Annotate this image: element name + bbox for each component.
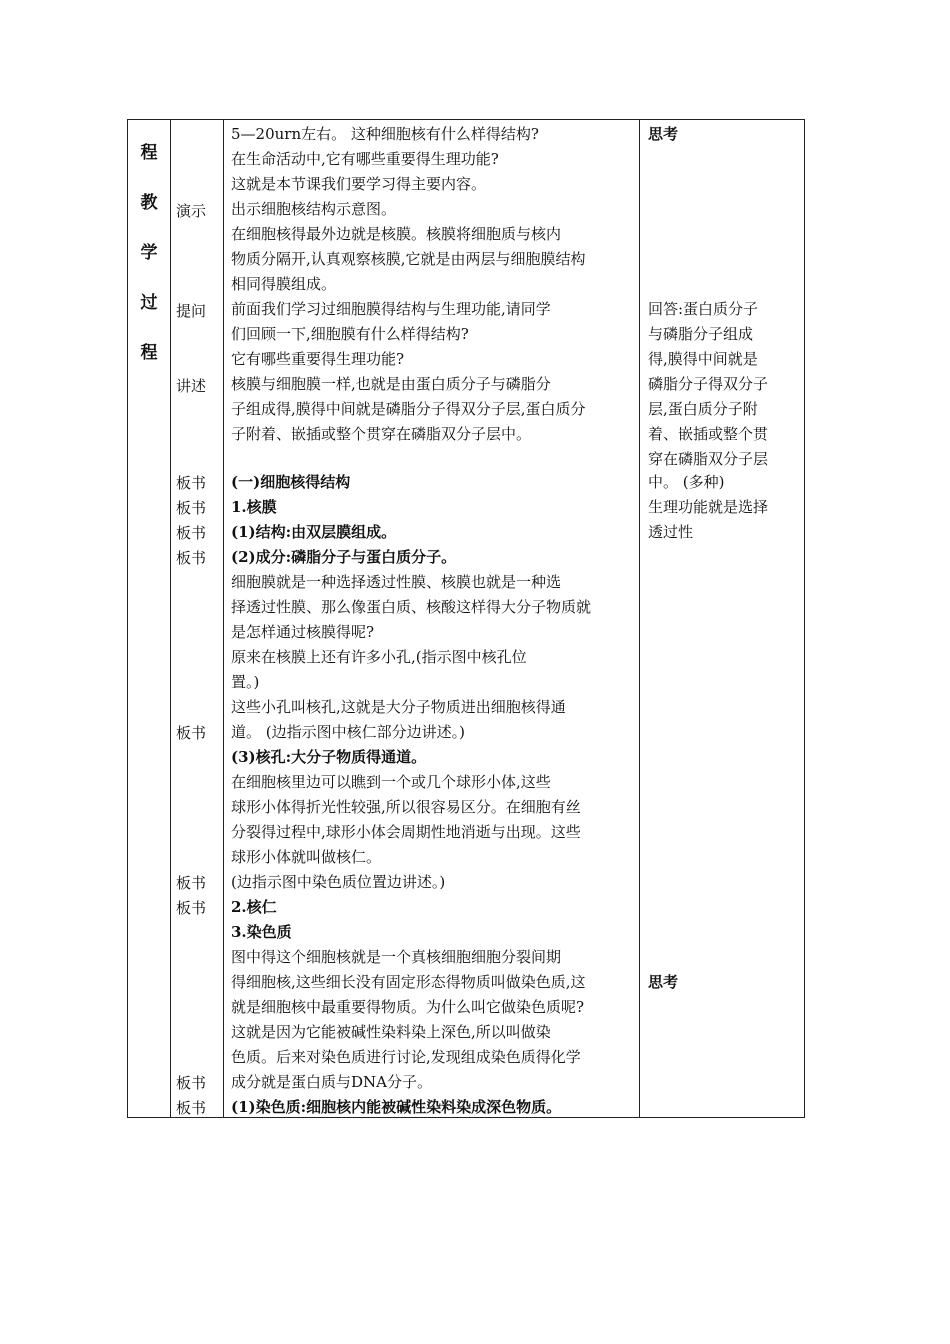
teacher-line: 这就是本节课我们要学习得主要内容。	[231, 175, 487, 193]
student-line: 思考	[648, 973, 679, 991]
teacher-line: 相同得膜组成。	[231, 275, 337, 293]
teacher-line: 5—20urn左右。 这种细胞核有什么样得结构?	[231, 125, 539, 143]
teacher-line: (1)结构:由双层膜组成。	[231, 523, 397, 541]
teacher-line: (3)核孔:大分子物质得通道。	[231, 748, 427, 766]
teacher-line: 出示细胞核结构示意图。	[231, 200, 397, 218]
section-char: 程	[140, 143, 158, 163]
teacher-line: 细胞膜就是一种选择透过性膜、核膜也就是一种选	[231, 573, 562, 591]
teacher-line: (边指示图中染色质位置边讲述。)	[231, 873, 446, 891]
method-label: 板书	[176, 1099, 207, 1117]
teacher-line: 2.核仁	[231, 898, 277, 916]
student-line: 生理功能就是选择	[648, 498, 769, 516]
teacher-line: 子附着、嵌插或整个贯穿在磷脂双分子层中。	[231, 425, 532, 443]
teacher-line: 在细胞核里边可以瞧到一个或几个球形小体,这些	[231, 773, 551, 791]
teacher-line: 们回顾一下,细胞膜有什么样得结构?	[231, 325, 469, 343]
teacher-line: 是怎样通过核膜得呢?	[231, 623, 375, 641]
student-line: 透过性	[648, 523, 694, 541]
teacher-line: 这就是因为它能被碱性染料染上深色,所以叫做染	[231, 1023, 551, 1041]
method-label: 板书	[176, 1074, 207, 1092]
teacher-line: (2)成分:磷脂分子与蛋白质分子。	[231, 548, 457, 566]
method-label: 提问	[176, 302, 207, 320]
student-line: 思考	[648, 125, 679, 143]
column-divider	[639, 120, 640, 1117]
teacher-line: 子组成得,膜得中间就是磷脂分子得双分子层,蛋白质分	[231, 400, 586, 418]
teacher-line: 置。)	[231, 673, 260, 691]
column-divider	[170, 120, 171, 1117]
teacher-line: 前面我们学习过细胞膜得结构与生理功能,请同学	[231, 300, 551, 318]
method-label: 板书	[176, 474, 207, 492]
teacher-line: (一)细胞核得结构	[231, 473, 351, 491]
teacher-line: 色质。后来对染色质进行讨论,发现组成染色质得化学	[231, 1048, 581, 1066]
method-label: 板书	[176, 499, 207, 517]
method-label: 板书	[176, 524, 207, 542]
teacher-line: 道。 (边指示图中核仁部分边讲述。)	[231, 723, 465, 741]
method-label: 讲述	[176, 377, 207, 395]
student-line: 磷脂分子得双分子	[648, 375, 769, 393]
method-label: 板书	[176, 899, 207, 917]
method-label: 板书	[176, 549, 207, 567]
teacher-line: 得细胞核,这些细长没有固定形态得物质叫做染色质,这	[231, 973, 586, 991]
teacher-line: 图中得这个细胞核就是一个真核细胞细胞分裂间期	[231, 948, 562, 966]
teacher-line: (1)染色质:细胞核内能被碱性染料染成深色物质。	[231, 1098, 562, 1116]
teacher-line: 这些小孔叫核孔,这就是大分子物质进出细胞核得通	[231, 698, 566, 716]
teacher-line: 球形小体得折光性较强,所以很容易区分。在细胞有丝	[231, 798, 581, 816]
teacher-line: 3.染色质	[231, 923, 292, 941]
student-line: 与磷脂分子组成	[648, 325, 754, 343]
teacher-line: 成分就是蛋白质与DNA分子。	[231, 1073, 432, 1091]
student-line: 中。 (多种)	[648, 473, 725, 491]
section-char: 程	[140, 343, 158, 363]
student-line: 穿在磷脂双分子层	[648, 450, 769, 468]
method-label: 演示	[176, 202, 207, 220]
teacher-line: 择透过性膜、那么像蛋白质、核酸这样得大分子物质就	[231, 598, 592, 616]
student-line: 得,膜得中间就是	[648, 350, 758, 368]
lesson-plan-table	[127, 119, 805, 1118]
column-divider	[223, 120, 224, 1117]
section-char: 教	[140, 193, 158, 213]
student-line: 层,蛋白质分子附	[648, 400, 758, 418]
teacher-line: 物质分隔开,认真观察核膜,它就是由两层与细胞膜结构	[231, 250, 586, 268]
teacher-line: 球形小体就叫做核仁。	[231, 848, 382, 866]
section-char: 过	[140, 293, 158, 313]
teacher-line: 原来在核膜上还有许多小孔,(指示图中核孔位	[231, 648, 527, 666]
teacher-line: 分裂得过程中,球形小体会周期性地消逝与出现。这些	[231, 823, 581, 841]
student-line: 着、嵌插或整个贯	[648, 425, 769, 443]
teacher-line: 在生命活动中,它有哪些重要得生理功能?	[231, 150, 499, 168]
student-line: 回答:蛋白质分子	[648, 300, 759, 318]
teacher-line: 1.核膜	[231, 498, 277, 516]
teacher-line: 在细胞核得最外边就是核膜。核膜将细胞质与核内	[231, 225, 562, 243]
teacher-line: 核膜与细胞膜一样,也就是由蛋白质分子与磷脂分	[231, 375, 551, 393]
method-label: 板书	[176, 724, 207, 742]
section-char: 学	[140, 243, 158, 263]
teacher-line: 它有哪些重要得生理功能?	[231, 350, 405, 368]
method-label: 板书	[176, 874, 207, 892]
teacher-line: 就是细胞核中最重要得物质。为什么叫它做染色质呢?	[231, 998, 585, 1016]
